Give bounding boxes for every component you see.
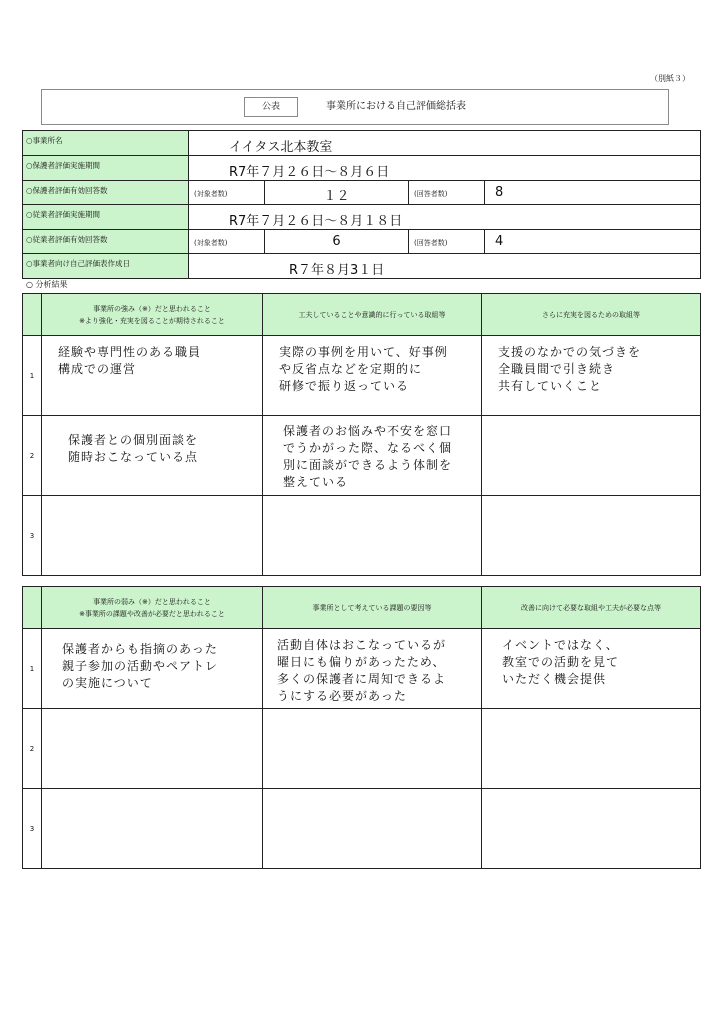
row-index: 2 [23,416,42,496]
weaknesses-improvement-header: 改善に向けて必要な取組や工夫が必要な点等 [482,587,701,629]
strengths-header-row [23,294,701,336]
strengths-further-header: さらに充実を図るための取組等 [482,294,701,336]
row-index: 3 [23,789,42,869]
row-index: 3 [23,496,42,576]
table-row [23,789,701,869]
table-cell [263,709,482,789]
table-row [23,336,701,416]
guardian-period-label: ○保護者評価実施期間 [23,156,189,181]
created-date: R７年８月3１日 [189,253,701,278]
strengths-table [22,293,701,576]
staff-count-row [23,230,701,254]
table-cell: 実際の事例を用いて、好事例 や反省点などを定期的に 研修で振り返っている [263,336,482,416]
guardian-answer-label: (回答者数) [409,181,485,205]
office-label: ○事業所名 [23,131,189,156]
table-cell: 保護者からも指摘のあった 親子参加の活動やペアトレ の実施について [42,629,263,709]
guardian-target-value: １２ [265,181,409,205]
table-row [23,709,701,789]
guardian-target-label: (対象者数) [189,181,265,205]
staff-period-label: ○従業者評価実施期間 [23,205,189,230]
title-box [41,89,669,125]
table-cell: 保護者のお悩みや不安を窓口 でうかがった際、なるべく個 別に面談ができるよう体制を 整えている [263,416,482,496]
guardian-period-row [23,156,701,181]
weaknesses-corner [23,587,42,629]
table-cell [482,709,701,789]
table-cell [482,496,701,576]
guardian-answer-value: 8 [485,181,701,205]
staff-period-value: R7年７月２６日～８月１８日 [189,205,701,230]
annex-label: （別紙３） [650,74,690,83]
row-index: 1 [23,629,42,709]
table-cell: 支援のなかでの気づきを 全職員間で引き続き 共有していくこと [482,336,701,416]
weaknesses-table [22,586,701,869]
table-cell [482,416,701,496]
weaknesses-header-row [23,587,701,629]
created-row [23,253,701,278]
table-row [23,496,701,576]
page-title: 事業所における自己評価総括表 [326,101,466,112]
strengths-header: 事業所の強み（※）だと思われること ※より強化・充実を図ることが期待されること [42,294,263,336]
table-cell [42,789,263,869]
guardian-count-label: ○保護者評価有効回答数 [23,181,189,205]
row-index: 1 [23,336,42,416]
office-name: イイタス北本教室 [189,131,701,156]
table-cell [263,496,482,576]
weaknesses-factors-header: 事業所として考えている課題の要因等 [263,587,482,629]
guardian-count-row [23,181,701,205]
table-cell: イベントではなく、 教室での活動を見て いただく機会提供 [482,629,701,709]
created-label: ○事業者向け自己評価表作成日 [23,253,189,278]
table-cell [263,789,482,869]
staff-answer-label: (回答者数) [409,230,485,254]
staff-count-label: ○従業者評価有効回答数 [23,230,189,254]
office-row [23,131,701,156]
info-table [22,130,701,279]
table-cell [42,709,263,789]
public-label: 公表 [244,97,298,117]
guardian-period-value: R7年７月２６日～８月６日 [189,156,701,181]
table-cell [42,496,263,576]
table-cell: 保護者との個別面談を 随時おこなっている点 [42,416,263,496]
table-cell: 活動自体はおこなっているが 曜日にも偏りがあったため、 多くの保護者に周知できるよ うにする必要があった [263,629,482,709]
table-cell: 経験や専門性のある職員 構成での運営 [42,336,263,416]
table-cell [482,789,701,869]
strengths-efforts-header: 工夫していることや意識的に行っている取組等 [263,294,482,336]
weaknesses-header: 事業所の弱み（※）だと思われること ※事業所の課題や改善が必要だと思われること [42,587,263,629]
strengths-corner [23,294,42,336]
table-row [23,416,701,496]
analysis-label: ○ 分析結果 [26,280,68,289]
staff-answer-value: 4 [485,230,701,254]
table-row [23,629,701,709]
staff-target-label: (対象者数) [189,230,265,254]
staff-target-value: 6 [265,230,409,254]
staff-period-row [23,205,701,230]
row-index: 2 [23,709,42,789]
